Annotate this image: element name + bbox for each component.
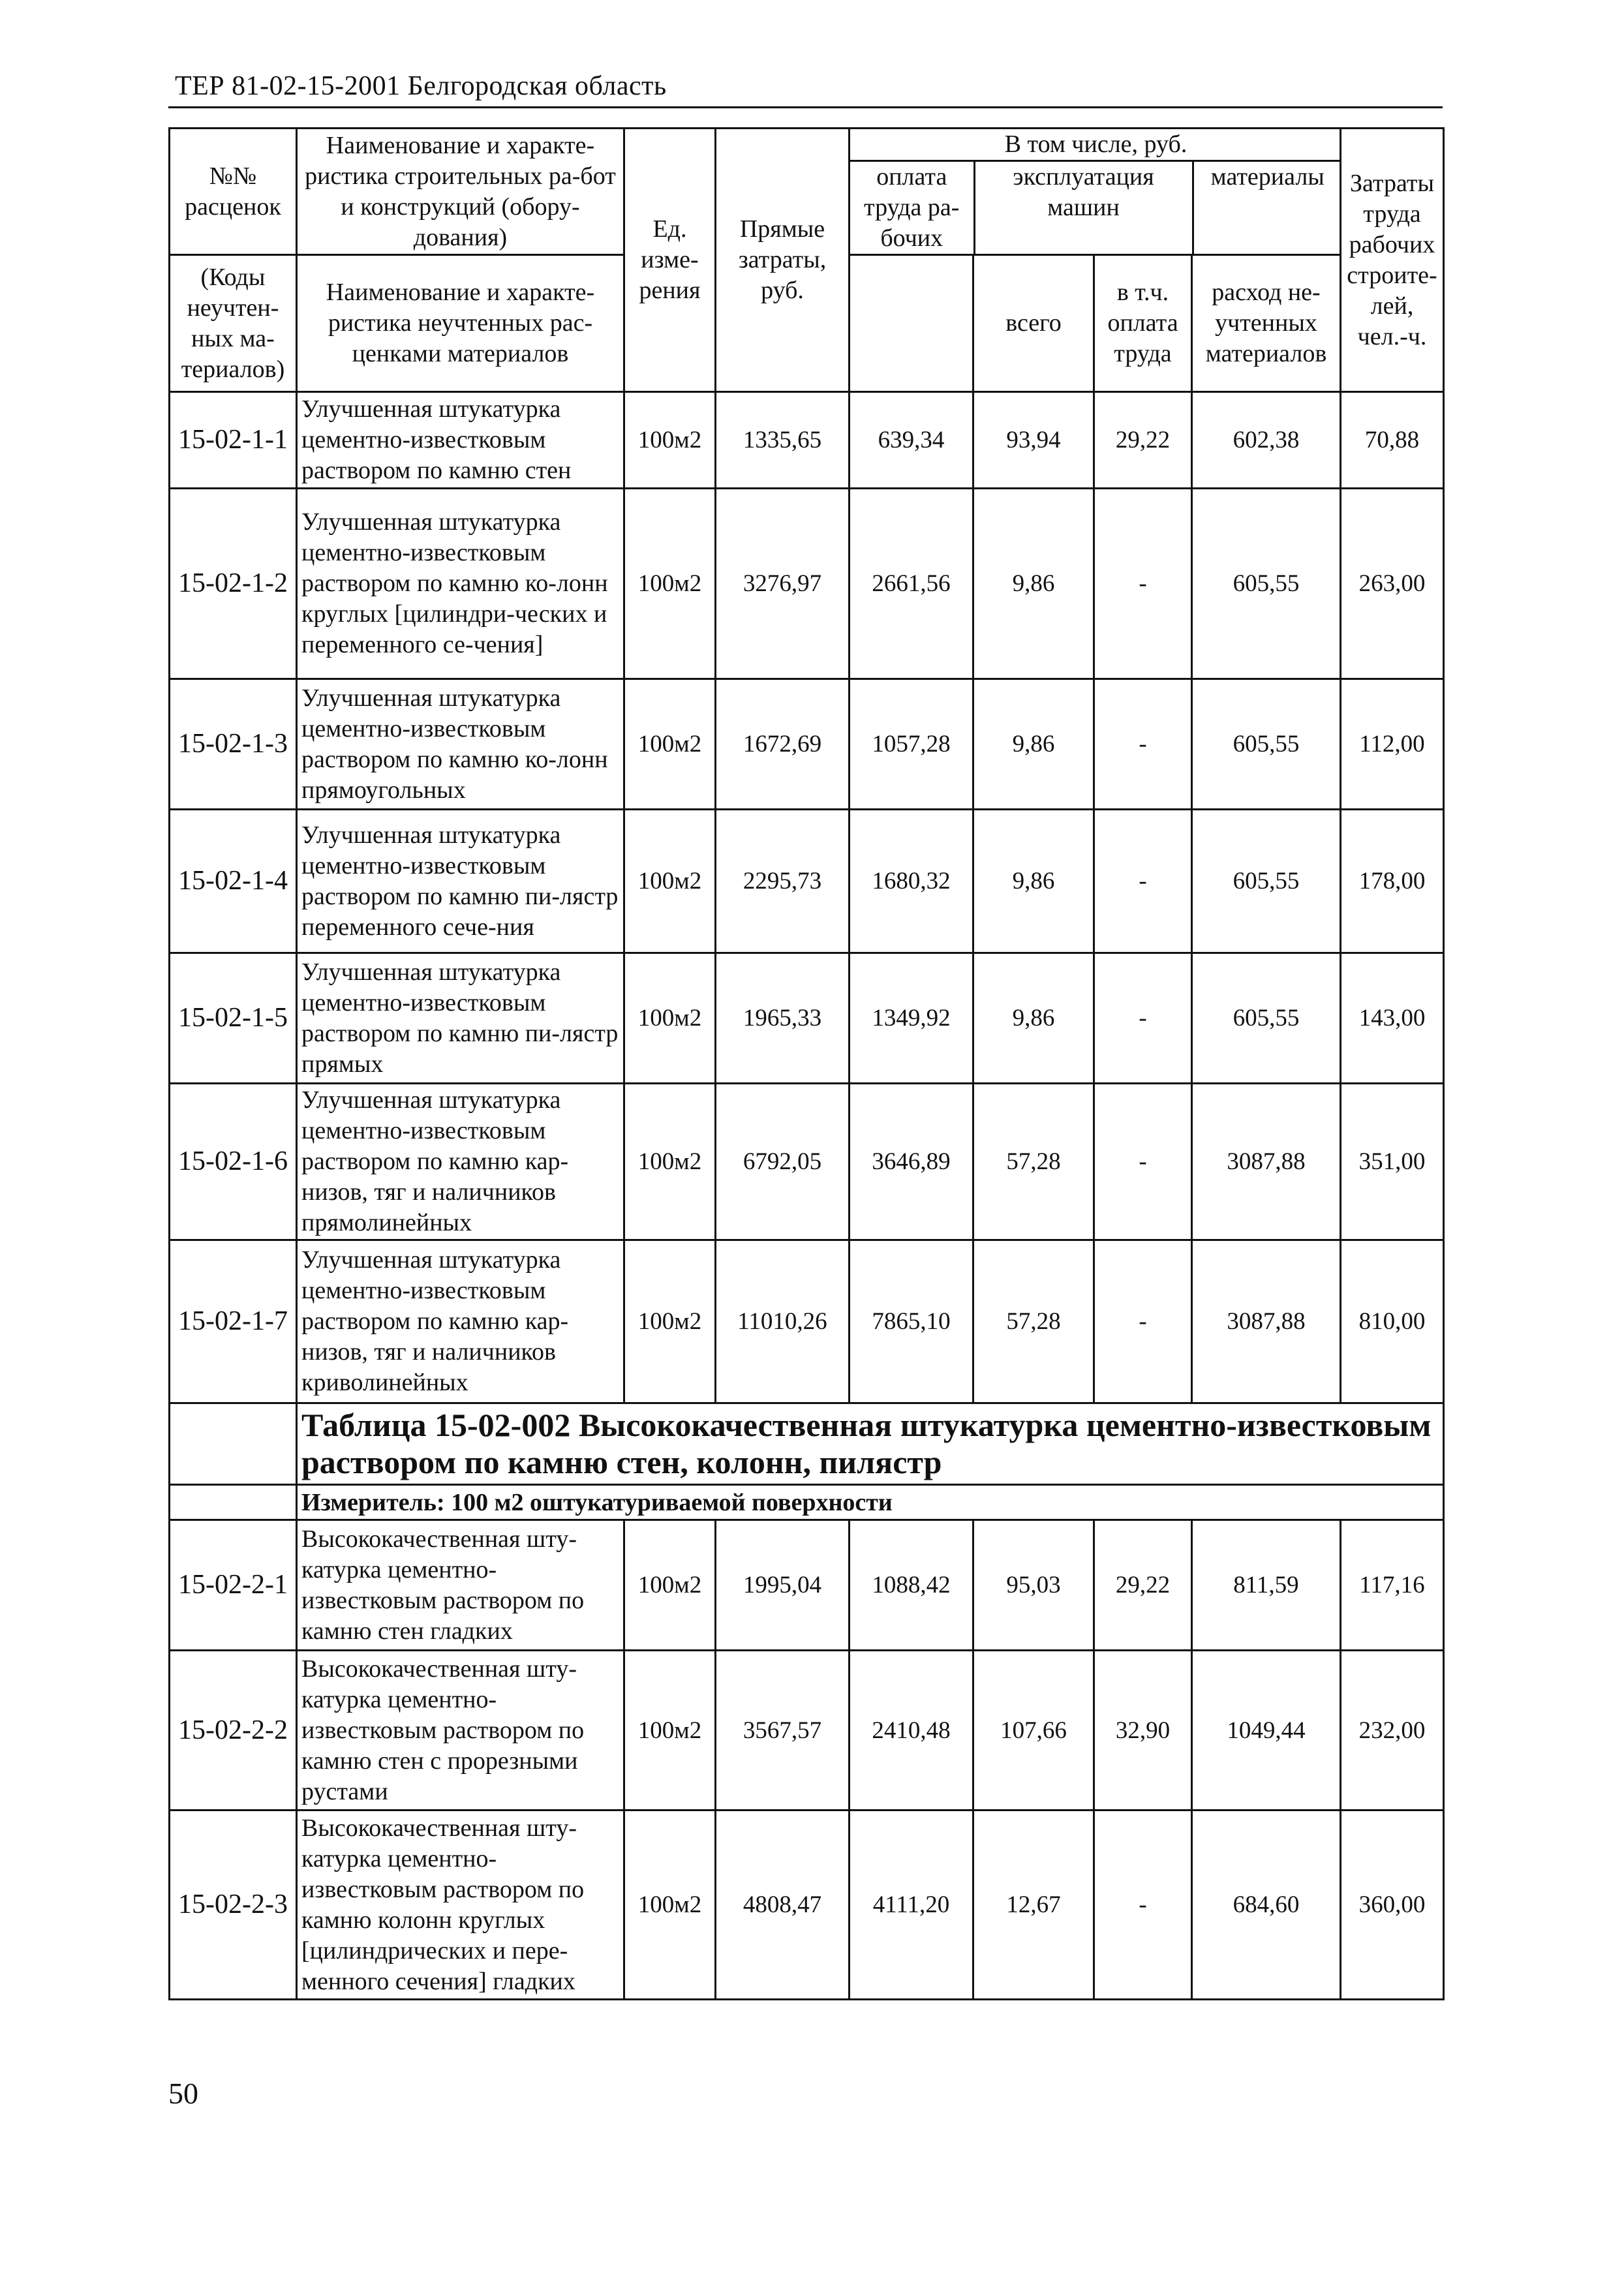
direct-costs: 6792,05 <box>716 1084 850 1240</box>
machines-total: 57,28 <box>973 1084 1094 1240</box>
labor-cost: 70,88 <box>1341 392 1444 489</box>
header-unit: Ед. изме-рения <box>624 129 716 392</box>
rate-code: 15-02-2-2 <box>170 1651 297 1811</box>
rate-code: 15-02-1-6 <box>170 1084 297 1240</box>
direct-costs: 1965,33 <box>716 953 850 1084</box>
materials: 605,55 <box>1192 953 1341 1084</box>
labor-cost: 263,00 <box>1341 489 1444 679</box>
machines-total: 95,03 <box>973 1520 1094 1651</box>
machines-total: 107,66 <box>973 1651 1094 1811</box>
header-name-materials: Наименование и характе-ристика неучтенных рас-ценками материалов <box>297 255 624 392</box>
unit: 100м2 <box>624 1520 716 1651</box>
labor-cost: 351,00 <box>1341 1084 1444 1240</box>
machines-total: 57,28 <box>973 1240 1094 1403</box>
machines-labor-pay: 29,22 <box>1094 392 1192 489</box>
header-name: Наименование и характе-ристика строительных ра-бот и конструкций (обору-дования) <box>297 129 624 255</box>
measure-row <box>170 1485 1444 1520</box>
machines-labor-pay: - <box>1094 810 1192 953</box>
unit: 100м2 <box>624 810 716 953</box>
unit: 100м2 <box>624 1811 716 2000</box>
work-name: Высококачественная шту-катурка цементно-известковым раствором по камню стен гладких <box>297 1520 624 1651</box>
labor-pay: 7865,10 <box>850 1240 973 1403</box>
machines-labor-pay: 32,90 <box>1094 1651 1192 1811</box>
machines-total: 9,86 <box>973 953 1094 1084</box>
work-name: Улучшенная штукатурка цементно-известковым раствором по камню пи-лястр прямых <box>297 953 624 1084</box>
work-name: Улучшенная штукатурка цементно-известковым раствором по камню стен <box>297 392 624 489</box>
table-title-row <box>170 1403 1444 1485</box>
unit: 100м2 <box>624 1240 716 1403</box>
rate-code: 15-02-2-1 <box>170 1520 297 1651</box>
direct-costs: 4808,47 <box>716 1811 850 2000</box>
direct-costs: 2295,73 <box>716 810 850 953</box>
table-row <box>170 1651 1444 1811</box>
materials: 602,38 <box>1192 392 1341 489</box>
materials: 3087,88 <box>1192 1084 1341 1240</box>
table-row <box>170 1240 1444 1403</box>
table-row <box>170 953 1444 1084</box>
work-name: Высококачественная шту-катурка цементно-известковым раствором по камню стен с прорезными рустами <box>297 1651 624 1811</box>
machines-labor-pay: - <box>1094 489 1192 679</box>
rate-code: 15-02-1-1 <box>170 392 297 489</box>
labor-pay: 4111,20 <box>850 1811 973 2000</box>
unit: 100м2 <box>624 1084 716 1240</box>
machines-labor-pay: - <box>1094 1084 1192 1240</box>
machines-labor-pay: - <box>1094 1811 1192 2000</box>
header-labor-cost: Затраты труда рабочих строите-лей, чел.-ч. <box>1341 129 1444 392</box>
direct-costs: 3276,97 <box>716 489 850 679</box>
table-row <box>170 1084 1444 1240</box>
machines-labor-pay: - <box>1094 953 1192 1084</box>
machines-total: 93,94 <box>973 392 1094 489</box>
machines-labor-pay: 29,22 <box>1094 1520 1192 1651</box>
page-number: 50 <box>168 2077 198 2110</box>
rate-code: 15-02-1-4 <box>170 810 297 953</box>
labor-pay: 1680,32 <box>850 810 973 953</box>
table-row <box>170 1520 1444 1651</box>
header-direct-costs: Прямые затраты, руб. <box>716 129 850 392</box>
labor-cost: 143,00 <box>1341 953 1444 1084</box>
labor-cost: 117,16 <box>1341 1520 1444 1651</box>
header-materials: материалы <box>1210 163 1325 191</box>
header-machines-total: всего <box>973 255 1094 392</box>
table-row <box>170 392 1444 489</box>
header-materials-unaccounted: расход не-учтенных материалов <box>1192 255 1341 392</box>
labor-pay: 1088,42 <box>850 1520 973 1651</box>
unit: 100м2 <box>624 953 716 1084</box>
labor-cost: 112,00 <box>1341 679 1444 810</box>
unit: 100м2 <box>624 489 716 679</box>
unit: 100м2 <box>624 392 716 489</box>
labor-pay: 2661,56 <box>850 489 973 679</box>
header-code-materials: (Коды неучтен-ных ма-териалов) <box>170 255 297 392</box>
work-name: Улучшенная штукатурка цементно-известковым раствором по камню ко-лонн круглых [цилиндри-ческих и переменного се-чения] <box>297 489 624 679</box>
materials: 1049,44 <box>1192 1651 1341 1811</box>
table-row <box>170 679 1444 810</box>
table-row <box>170 489 1444 679</box>
measure-unit: Измеритель: 100 м2 оштукатуриваемой поверхности <box>297 1485 1444 1520</box>
unit: 100м2 <box>624 1651 716 1811</box>
work-name: Улучшенная штукатурка цементно-известковым раствором по камню ко-лонн прямоугольных <box>297 679 624 810</box>
rate-code: 15-02-1-3 <box>170 679 297 810</box>
header-included-group: В том числе, руб. <box>850 129 1341 161</box>
header-code: №№ расценок <box>170 129 297 255</box>
machines-total: 9,86 <box>973 810 1094 953</box>
rates-table <box>168 127 1445 2000</box>
direct-costs: 1335,65 <box>716 392 850 489</box>
table-row <box>170 1811 1444 2000</box>
machines-total: 12,67 <box>973 1811 1094 2000</box>
header-machines-group: эксплуатация машин <box>974 161 1193 254</box>
machines-labor-pay: - <box>1094 679 1192 810</box>
document-header: ТЕР 81-02-15-2001 Белгородская область <box>175 71 667 101</box>
rate-code: 15-02-1-2 <box>170 489 297 679</box>
machines-total: 9,86 <box>973 679 1094 810</box>
table-title: Таблица 15-02-002 Высококачественная штукатурка цементно-известковым раствором по камню стен, колонн, пилястр <box>297 1403 1444 1485</box>
labor-pay: 2410,48 <box>850 1651 973 1811</box>
direct-costs: 11010,26 <box>716 1240 850 1403</box>
materials: 684,60 <box>1192 1811 1341 2000</box>
direct-costs: 1672,69 <box>716 679 850 810</box>
materials: 605,55 <box>1192 679 1341 810</box>
header-machines-incl-pay: в т.ч. оплата труда <box>1094 255 1192 392</box>
materials: 3087,88 <box>1192 1240 1341 1403</box>
labor-cost: 178,00 <box>1341 810 1444 953</box>
table-header-row-1 <box>170 129 1444 255</box>
work-name: Высококачественная шту-катурка цементно-известковым раствором по камню колонн круглых [цилиндрических и пере-менного сечения] гладких <box>297 1811 624 2000</box>
direct-costs: 1995,04 <box>716 1520 850 1651</box>
labor-cost: 232,00 <box>1341 1651 1444 1811</box>
machines-total: 9,86 <box>973 489 1094 679</box>
direct-costs: 3567,57 <box>716 1651 850 1811</box>
work-name: Улучшенная штукатурка цементно-известковым раствором по камню пи-лястр переменного сече-ния <box>297 810 624 953</box>
labor-pay: 639,34 <box>850 392 973 489</box>
labor-pay: 1057,28 <box>850 679 973 810</box>
header-labor-pay: оплата труда ра-бочих <box>850 161 974 254</box>
rate-code: 15-02-2-3 <box>170 1811 297 2000</box>
unit: 100м2 <box>624 679 716 810</box>
labor-pay: 1349,92 <box>850 953 973 1084</box>
materials: 605,55 <box>1192 489 1341 679</box>
labor-cost: 810,00 <box>1341 1240 1444 1403</box>
rate-code: 15-02-1-5 <box>170 953 297 1084</box>
header-rule <box>168 106 1443 108</box>
table-row <box>170 810 1444 953</box>
labor-pay: 3646,89 <box>850 1084 973 1240</box>
rate-code: 15-02-1-7 <box>170 1240 297 1403</box>
work-name: Улучшенная штукатурка цементно-известковым раствором по камню кар-низов, тяг и наличников прямолинейных <box>297 1084 624 1240</box>
materials: 605,55 <box>1192 810 1341 953</box>
labor-cost: 360,00 <box>1341 1811 1444 2000</box>
machines-labor-pay: - <box>1094 1240 1192 1403</box>
work-name: Улучшенная штукатурка цементно-известковым раствором по камню кар-низов, тяг и наличников криволинейных <box>297 1240 624 1403</box>
materials: 811,59 <box>1192 1520 1341 1651</box>
